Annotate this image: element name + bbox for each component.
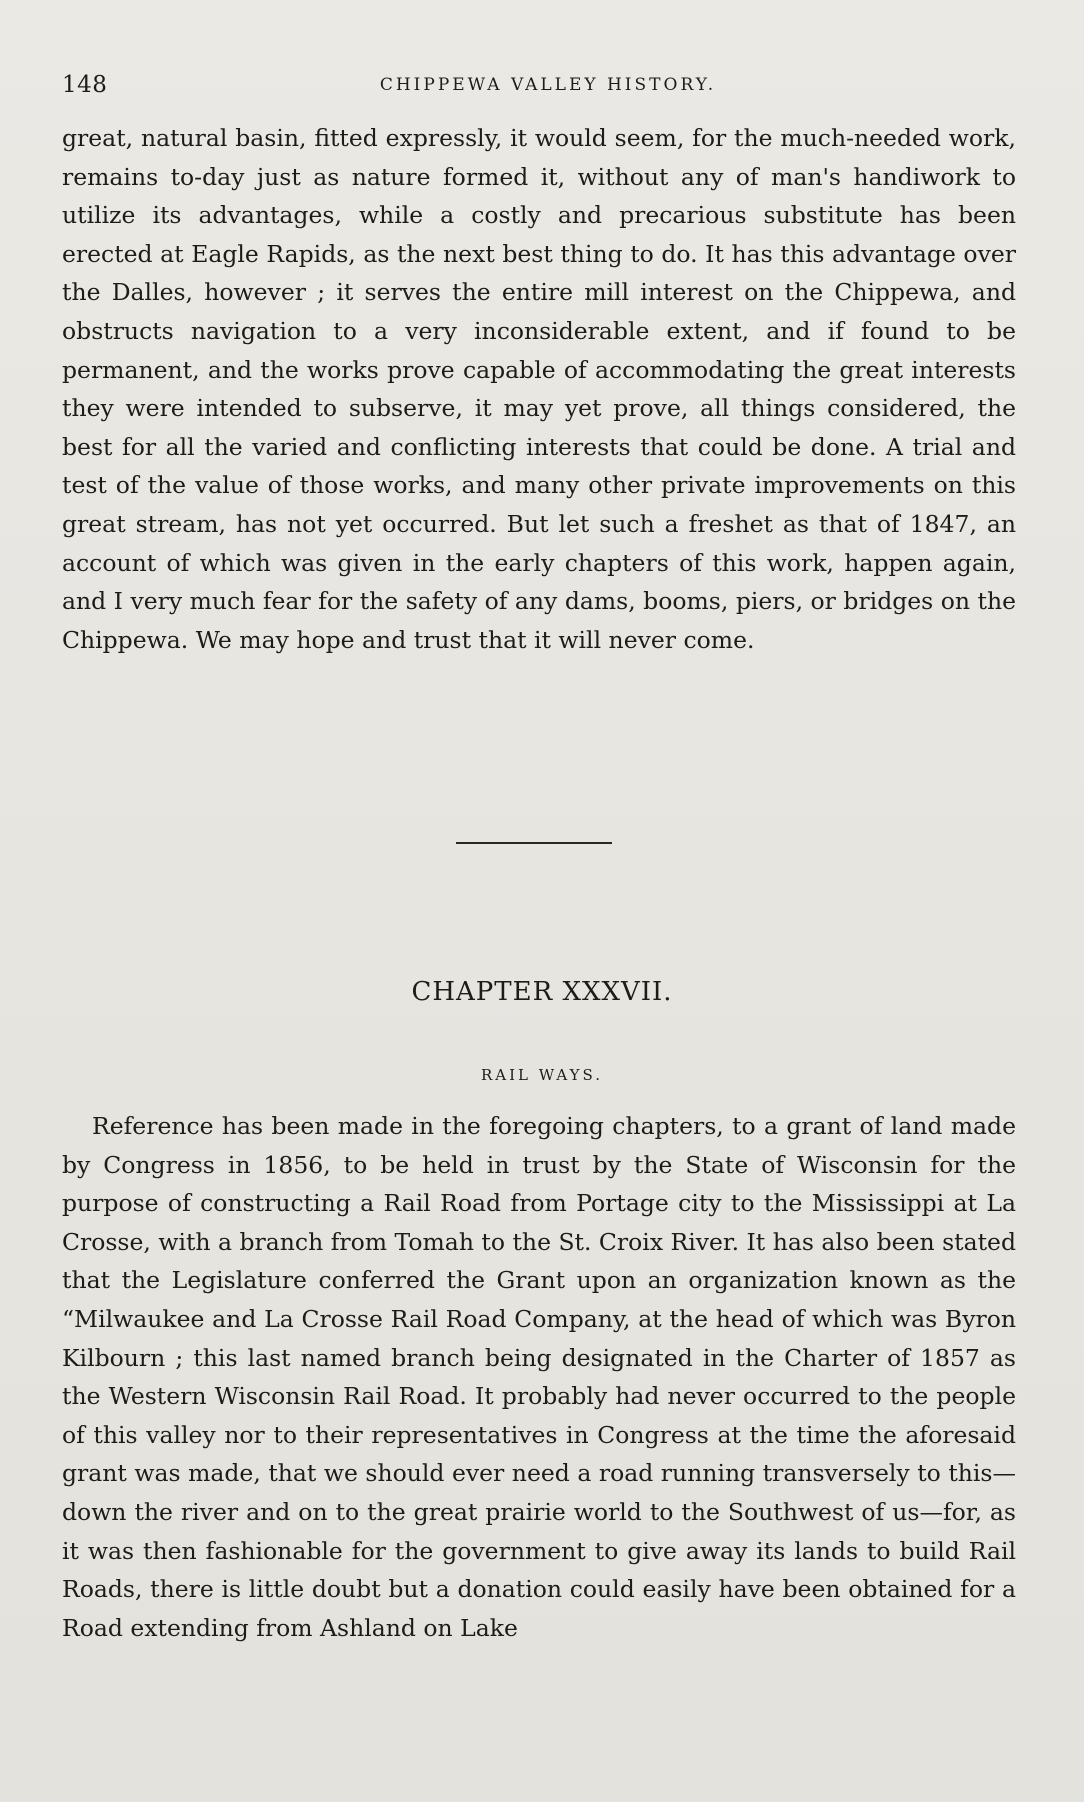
- chapter-title: CHAPTER XXXVII.: [411, 977, 673, 1007]
- body-paragraph: great, natural basin, fitted expressly, it would seem, for the much-needed work, remains to-day just as nature formed it, without any of man's handiwork to utilize its advantages, while a costly and precarious substitute has been erected at Eagle Rapids, as the next best thing to do. It has this advantage over the Dalles, however ; it serves the entire mill interest on the Chippewa, and obstructs navigation to a very inconsiderable extent, and if found to be permanent, and the works prove capable of accommodating the great interests they were intended to subserve, it may yet prove, all things considered, the best for all the varied and conflicting interests that could be done. A trial and test of the value of those works, and many other private improvements on this great stream, has not yet occurred. But let such a freshet as that of 1847, an account of which was given in the early chapters of this work, happen again, and I very much fear for the safety of any dams, booms, piers, or bridges on the Chippewa. We may hope and trust that it will never come.: [62, 124, 1016, 654]
- chapter-subtitle: RAIL WAYS.: [480, 1066, 604, 1084]
- page-number: 148: [62, 72, 108, 98]
- running-head: CHIPPEWA VALLEY HISTORY.: [379, 75, 717, 95]
- section-divider: [456, 842, 612, 844]
- chapter-paragraph: Reference has been made in the foregoing chapters, to a grant of land made by Congress in 1856, to be held in trust by the State of Wisconsin for the purpose of constructing a Rail Road from Portage city to the Mississippi at La Crosse, with a branch from Tomah to the St. Croix River. It has also been stated that the Legislature conferred the Grant upon an organization known as the “Milwaukee and La Crosse Rail Road Company, at the head of which was Byron Kilbourn ; this last named branch being designated in the Charter of 1857 as the Western Wisconsin Rail Road. It probably had never occurred to the people of this valley nor to their representatives in Congress at the time the aforesaid grant was made, that we should ever need a road running transversely to this—down the river and on to the great prairie world to the Southwest of us—for, as it was then fashionable for the government to give away its lands to build Rail Roads, there is little doubt but a donation could easily have been obtained for a Road extending from Ashland on Lake: [62, 1112, 1016, 1642]
- page-header: [62, 72, 1022, 102]
